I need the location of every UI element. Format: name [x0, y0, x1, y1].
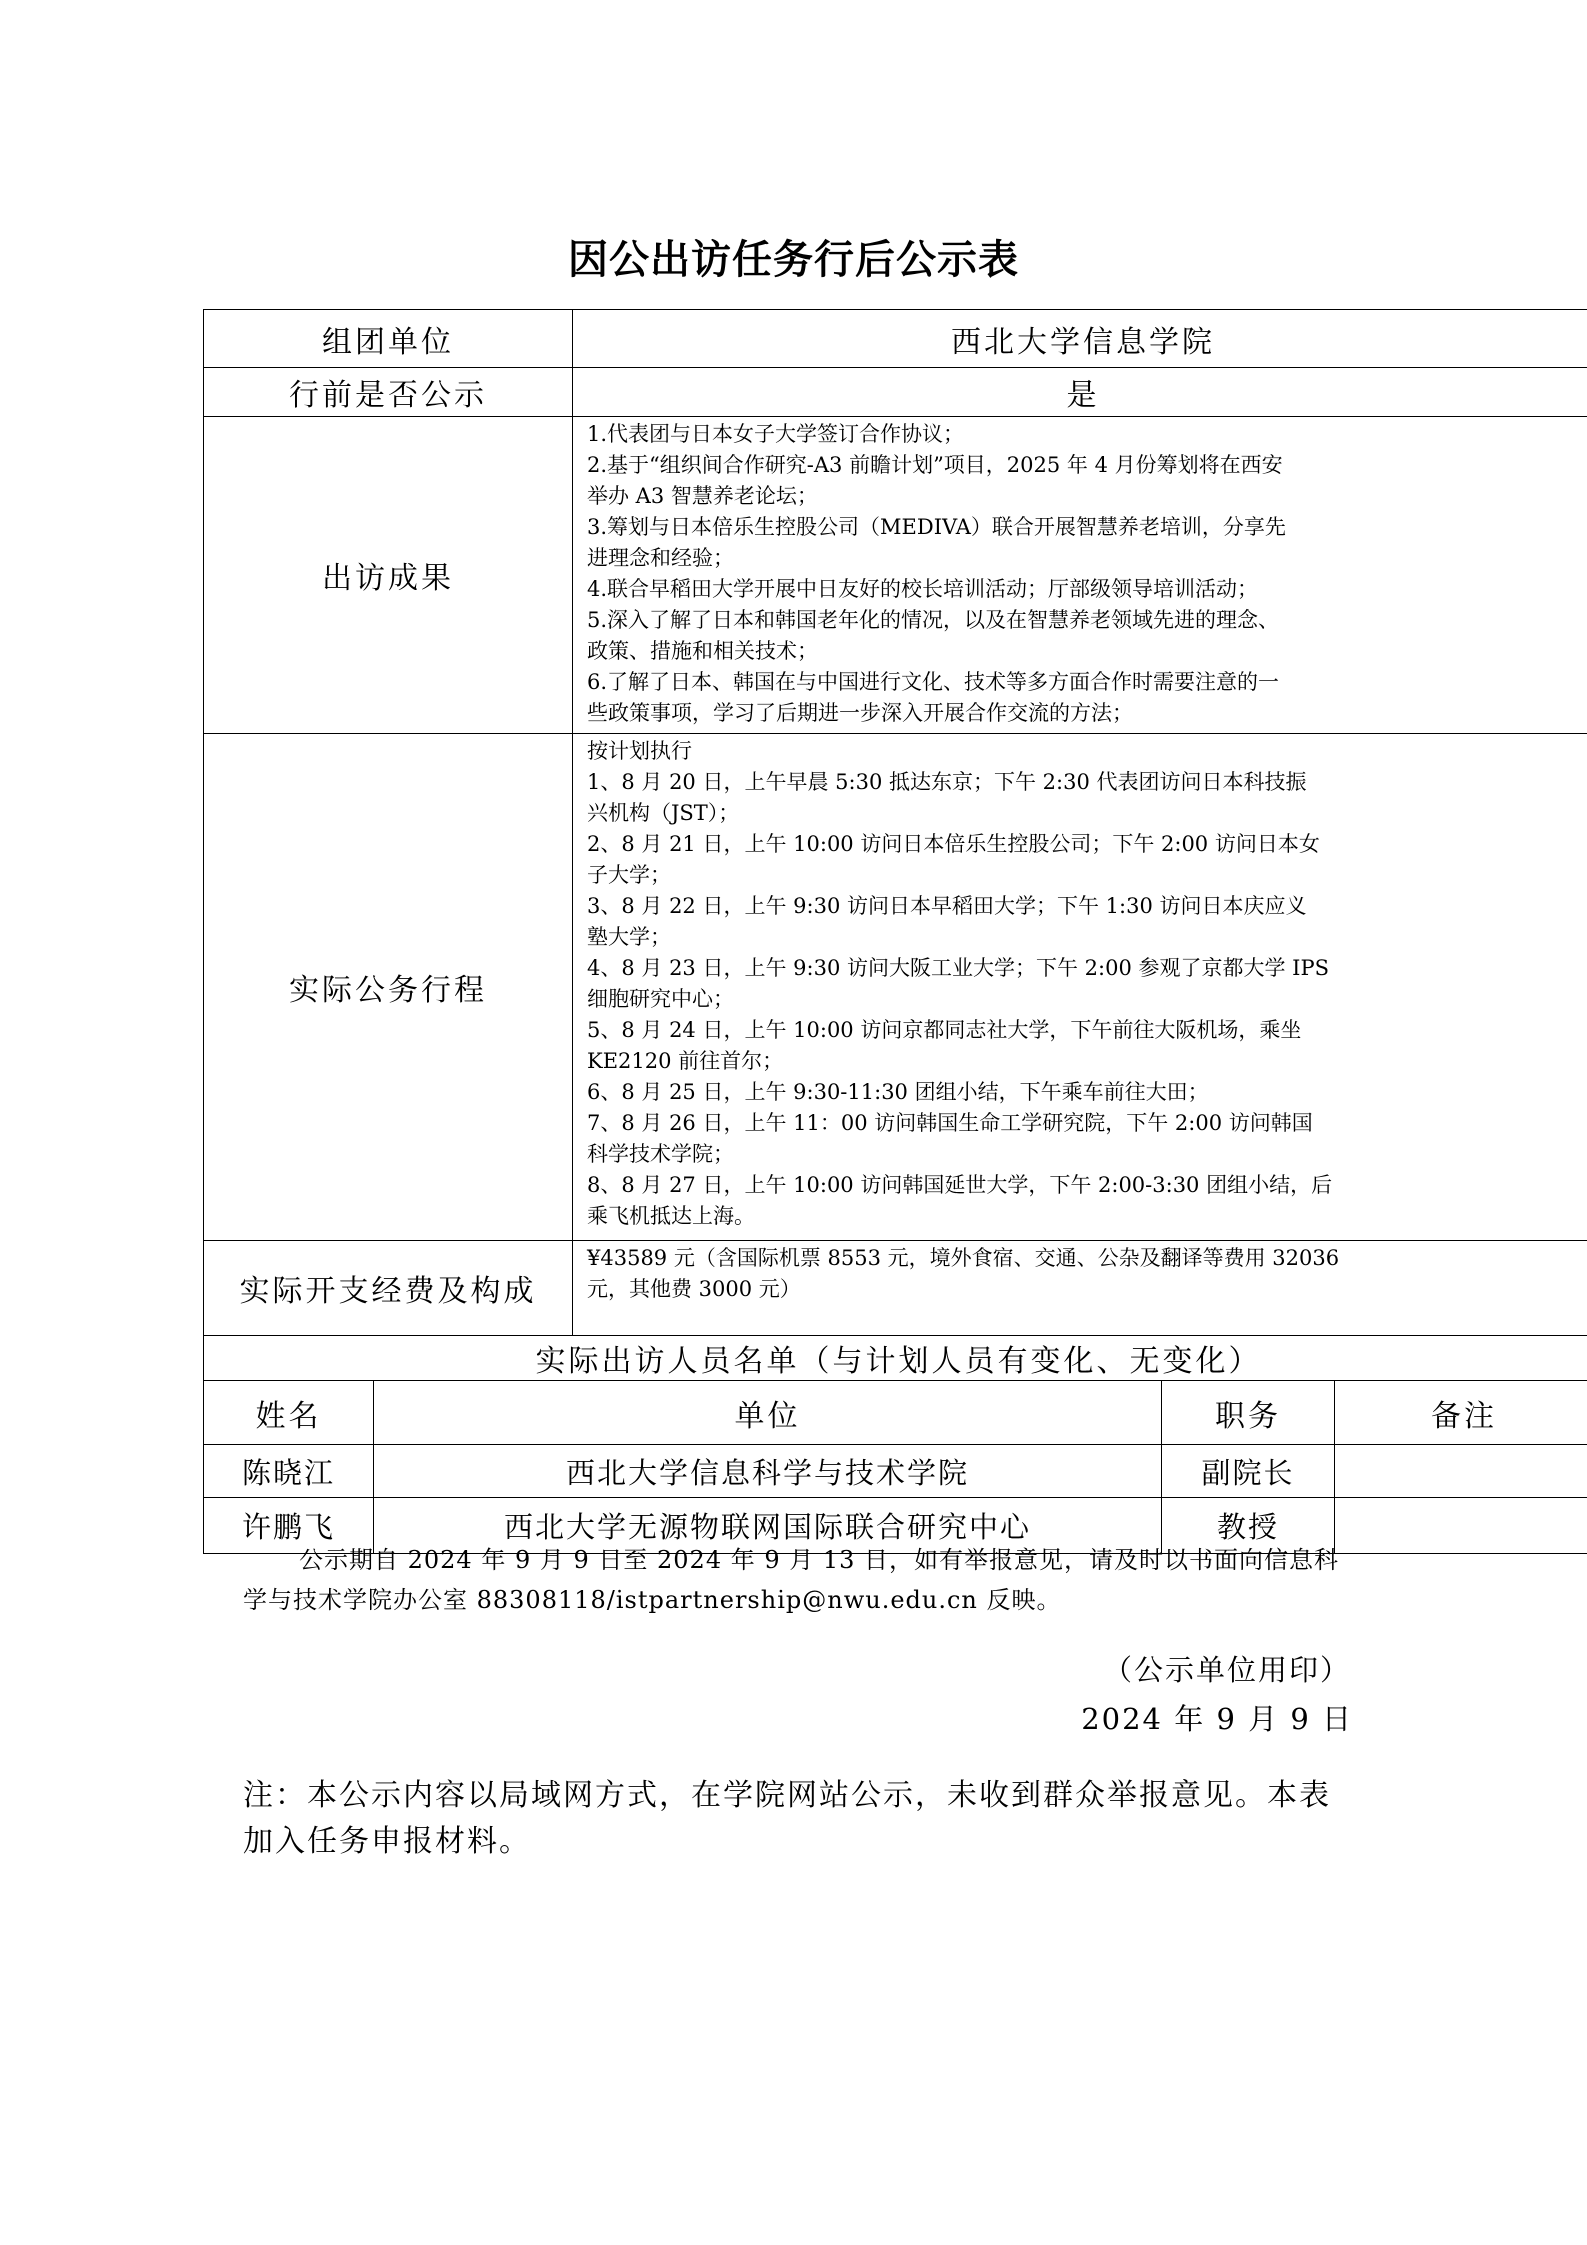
- results-line: 政策、措施和相关技术；: [587, 639, 818, 663]
- org-value: 西北大学信息学院: [573, 310, 1587, 368]
- schedule-line: 细胞研究中心；: [587, 987, 734, 1011]
- member-name: 陈晓江: [204, 1445, 374, 1498]
- results-line: 3.筹划与日本倍乐生控股公司（MEDIVA）联合开展智慧养老培训，分享先: [587, 515, 1286, 539]
- member-note: [1335, 1498, 1587, 1554]
- results-line: 5.深入了解了日本和韩国老年化的情况，以及在智慧养老领域先进的理念、: [587, 608, 1280, 632]
- table-row: [204, 1241, 1587, 1336]
- schedule-line: 按计划执行: [587, 739, 692, 763]
- results-line: 些政策事项，学习了后期进一步深入开展合作交流的方法；: [587, 701, 1133, 725]
- publish-date: 2024 年 9 月 9 日: [1081, 1702, 1353, 1736]
- col-header-title: 职务: [1162, 1381, 1335, 1445]
- member-name: 许鹏飞: [204, 1498, 374, 1554]
- prior-disclosure-label: 行前是否公示: [204, 368, 573, 417]
- table-row: [204, 1445, 1587, 1498]
- members-header-row: [204, 1381, 1587, 1445]
- results-line: 举办 A3 智慧养老论坛；: [587, 484, 818, 508]
- member-note: [1335, 1445, 1587, 1498]
- expense-content: [573, 1241, 1587, 1336]
- results-line: 2.基于“组织间合作研究-A3 前瞻计划”项目，2025 年 4 月份筹划将在西安: [587, 453, 1283, 477]
- expense-line: ¥43589 元（含国际机票 8553 元，境外食宿、交通、公杂及翻译等费用 32036: [587, 1246, 1340, 1270]
- footnote: 注：本公示内容以局域网方式，在学院网站公示，未收到群众举报意见。本表加入任务申报材料。: [243, 1778, 1331, 1859]
- schedule-line: 3、8 月 22 日，上午 9:30 访问日本早稻田大学；下午 1:30 访问日本庆应义: [587, 894, 1307, 918]
- schedule-line: 2、8 月 21 日，上午 10:00 访问日本倍乐生控股公司；下午 2:00 访问日本女: [587, 832, 1320, 856]
- results-line: 4.联合早稻田大学开展中日友好的校长培训活动；厅部级领导培训活动；: [587, 577, 1259, 601]
- member-unit: 西北大学信息科学与技术学院: [374, 1445, 1162, 1498]
- member-unit: 西北大学无源物联网国际联合研究中心: [374, 1498, 1162, 1554]
- table-row: [204, 368, 1587, 417]
- table-row: [204, 1336, 1587, 1381]
- results-line: 6.了解了日本、韩国在与中国进行文化、技术等多方面合作时需要注意的一: [587, 670, 1280, 694]
- disclosure-table: [203, 309, 1587, 1554]
- schedule-line: 5、8 月 24 日，上午 10:00 访问京都同志社大学，下午前往大阪机场，乘坐: [587, 1018, 1302, 1042]
- table-row: [204, 310, 1587, 368]
- schedule-line: 4、8 月 23 日，上午 9:30 访问大阪工业大学；下午 2:00 参观了京都大学 IPS: [587, 956, 1329, 980]
- schedule-line: 7、8 月 26 日，上午 11：00 访问韩国生命工学研究院，下午 2:00 访问韩国: [587, 1111, 1313, 1135]
- results-line: 进理念和经验；: [587, 546, 734, 570]
- seal-text: （公示单位用印）: [1102, 1653, 1351, 1687]
- results-label: 出访成果: [204, 417, 573, 734]
- prior-disclosure-value: 是: [573, 368, 1587, 417]
- schedule-line: 6、8 月 25 日，上午 9:30-11:30 团组小结，下午乘车前往大田；: [587, 1080, 1209, 1104]
- schedule-line: 塾大学；: [587, 925, 671, 949]
- col-header-name: 姓名: [204, 1381, 374, 1445]
- schedule-content: [573, 734, 1587, 1241]
- members-heading: 实际出访人员名单（与计划人员有变化、无变化）: [204, 1336, 1587, 1381]
- expense-label: 实际开支经费及构成: [204, 1241, 573, 1336]
- schedule-line: 子大学；: [587, 863, 671, 887]
- schedule-line: 1、8 月 20 日，上午早晨 5:30 抵达东京；下午 2:30 代表团访问日本科技振: [587, 770, 1307, 794]
- results-content: [573, 417, 1587, 734]
- col-header-unit: 单位: [374, 1381, 1162, 1445]
- table-row: [204, 417, 1587, 734]
- notice-paragraph: 公示期自 2024 年 9 月 9 日至 2024 年 9 月 13 日，如有举报意见，请及时以书面向信息科学与技术学院办公室 88308118/istpartnership@nwu.edu.cn 反映。: [243, 1546, 1340, 1614]
- schedule-label: 实际公务行程: [204, 734, 573, 1241]
- org-label: 组团单位: [204, 310, 573, 368]
- col-header-note: 备注: [1335, 1381, 1587, 1445]
- member-title: 教授: [1162, 1498, 1335, 1554]
- member-title: 副院长: [1162, 1445, 1335, 1498]
- schedule-line: 兴机构（JST）；: [587, 801, 740, 825]
- schedule-line: 8、8 月 27 日，上午 10:00 访问韩国延世大学，下午 2:00-3:30 团组小结，后: [587, 1173, 1333, 1197]
- schedule-line: KE2120 前往首尔；: [587, 1049, 784, 1073]
- page-title: 因公出访任务行后公示表: [568, 236, 1019, 283]
- results-line: 1.代表团与日本女子大学签订合作协议；: [587, 422, 965, 446]
- schedule-line: 乘飞机抵达上海。: [587, 1204, 755, 1228]
- expense-line: 元，其他费 3000 元）: [587, 1277, 801, 1301]
- table-row: [204, 734, 1587, 1241]
- schedule-line: 科学技术学院；: [587, 1142, 734, 1166]
